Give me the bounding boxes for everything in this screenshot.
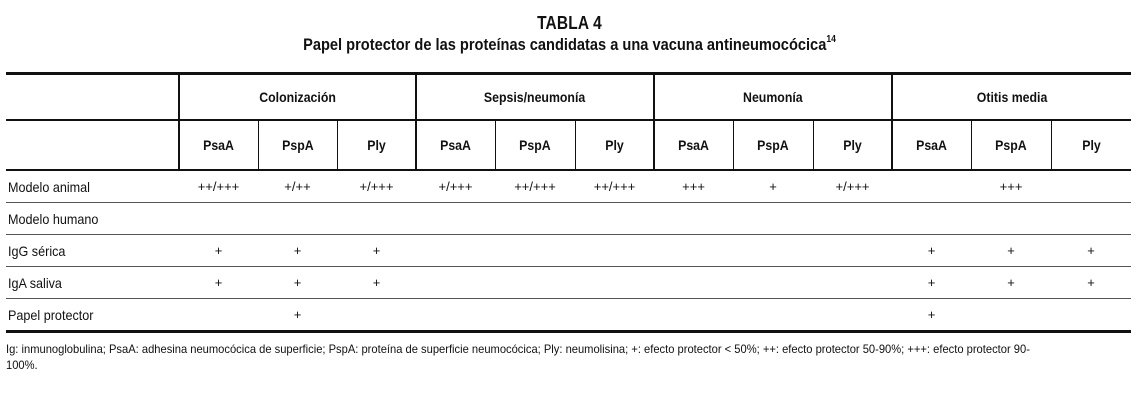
table-cell: + [1051,267,1131,299]
table-title [80,34,1060,56]
table-cell [892,203,971,235]
protein-header: PsaA [416,120,495,170]
table-cell [258,203,337,235]
table-cell [179,203,258,235]
table-cell: + [971,267,1051,299]
protein-header: Ply [1051,120,1131,170]
table-cell: +/++ [258,170,337,203]
protein-header: PspA [258,120,337,170]
table-cell [813,267,892,299]
footnote-line-1: Ig: inmunoglobulina; PsaA: adhesina neumocócica de superficie; PspA: proteína de superficie neumocócica; Ply: neumolisina; +: efecto protector < 50%; ++: efecto protector 50-90%; +++: efecto protector 90- [6,342,1030,356]
table-cell [179,299,258,332]
row-label: IgA saliva [6,267,179,299]
table-cell [416,267,495,299]
group-header-otitis-media: Otitis media [892,74,1131,121]
table-cell: + [733,170,813,203]
table-cell [575,235,654,267]
table-caption [0,12,1139,56]
table-cell [654,235,733,267]
table-cell [813,299,892,332]
table-cell: + [258,235,337,267]
table-cell: + [892,235,971,267]
table-number: TABLA 4 [537,13,602,33]
table-row [6,203,1131,235]
table-cell [575,267,654,299]
table-footnote [6,341,1131,373]
table-body [6,170,1131,332]
table-title-reference: 14 [826,34,836,46]
table-cell [813,235,892,267]
table-cell: ++/+++ [495,170,575,203]
table-cell: + [892,299,971,332]
table-cell [495,203,575,235]
table-cell [575,299,654,332]
table-cell [495,299,575,332]
table-cell: + [337,235,416,267]
table-cell: + [179,235,258,267]
protein-header: Ply [813,120,892,170]
table-cell: + [337,267,416,299]
table-cell [575,203,654,235]
protein-protection-table [6,72,1131,333]
table-cell [416,235,495,267]
table-cell [337,203,416,235]
protein-header: Ply [575,120,654,170]
table-cell: + [179,267,258,299]
table-cell [733,299,813,332]
protein-header: PsaA [892,120,971,170]
table-row [6,299,1131,332]
table-cell: +++ [971,170,1051,203]
table-cell [416,299,495,332]
row-label: Papel protector [6,299,179,332]
table-cell: +/+++ [337,170,416,203]
table-cell: + [971,235,1051,267]
table-title-text: Papel protector de las proteínas candidatas a una vacuna antineumocócica [303,35,827,54]
table-cell: +/+++ [813,170,892,203]
table-cell: +++ [654,170,733,203]
table-cell [733,267,813,299]
table-row [6,235,1131,267]
table-cell [813,203,892,235]
table-cell: ++/+++ [575,170,654,203]
table-cell [733,235,813,267]
row-label: IgG sérica [6,235,179,267]
table-cell [892,170,971,203]
table-cell: + [892,267,971,299]
protein-header: PspA [971,120,1051,170]
group-header-row [6,74,1131,121]
protein-header: Ply [337,120,416,170]
protein-header: PspA [495,120,575,170]
group-header-sepsis-neumonia: Sepsis/neumonía [416,74,654,121]
table-cell [733,203,813,235]
table-cell: ++/+++ [179,170,258,203]
table-cell [971,203,1051,235]
row-label: Modelo humano [6,203,179,235]
table-cell [416,203,495,235]
table-cell: + [258,267,337,299]
table-cell: + [1051,235,1131,267]
group-header-neumonia: Neumonía [654,74,892,121]
table-cell [1051,170,1131,203]
table-cell [971,299,1051,332]
row-label: Modelo animal [6,170,179,203]
footnote-line-2: 100%. [6,358,38,372]
corner-cell [6,74,179,121]
table-cell [337,299,416,332]
table-cell [654,203,733,235]
protein-header: PspA [733,120,813,170]
table-cell [1051,299,1131,332]
table-cell: +/+++ [416,170,495,203]
table-cell [654,299,733,332]
protein-header-row [6,120,1131,170]
table-cell: + [258,299,337,332]
table-row [6,267,1131,299]
table-row [6,170,1131,203]
protein-header: PsaA [179,120,258,170]
table-cell [495,267,575,299]
table-cell [654,267,733,299]
group-header-colonizacion: Colonización [179,74,416,121]
table-cell [495,235,575,267]
corner-cell-sub [6,120,179,170]
table-cell [1051,203,1131,235]
protein-header: PsaA [654,120,733,170]
